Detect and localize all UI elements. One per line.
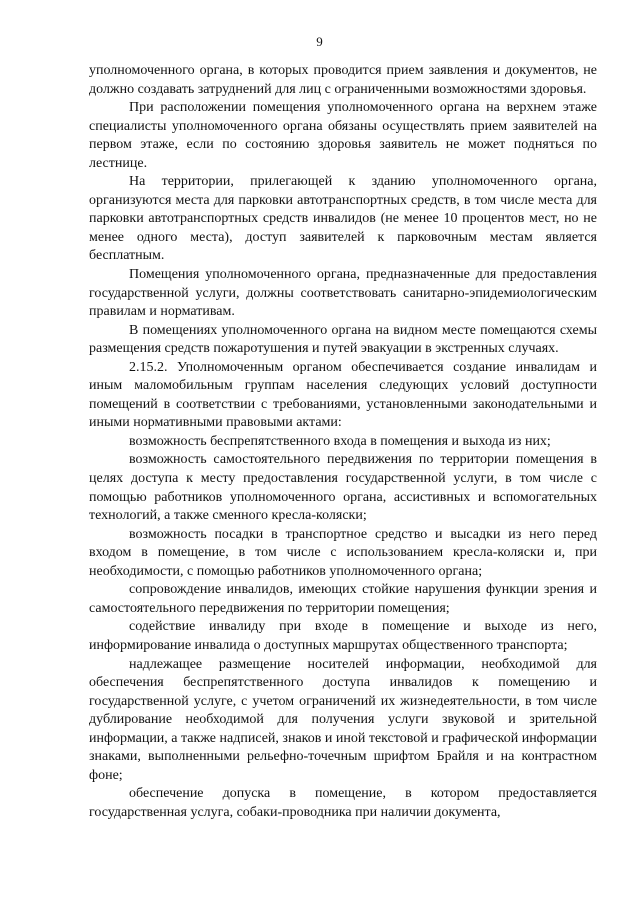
paragraph: На территории, прилегающей к зданию уполномоченного органа, организуются места для парковки автотранспортных средств, в том числе места для парковки автотранспортных средств инвалидов (не менее 10 процентов мест, но не менее одного места), доступ заявителей к парковочным местам является бесплатным. [89,174,597,264]
list-item: возможность посадки в транспортное средство и высадки из него перед входом в помещение, в том числе с использованием кресла-коляски и, при необходимости, с помощью работников уполномоченного органа; [89,526,597,579]
paragraph: Помещения уполномоченного органа, предназначенные для предоставления государственной услуги, должны соответствовать санитарно-эпидемиологическим правилам и нормативам. [89,267,597,320]
list-item: обеспечение допуска в помещение, в котором предоставляется государственная услуга, собаки-проводника при наличии документа, [89,786,597,820]
list-item: возможность беспрепятственного входа в помещения и выхода из них; [129,433,551,449]
page-number: 9 [316,34,323,49]
paragraph: 2.15.2. Уполномоченным органом обеспечивается создание инвалидам и иным маломобильным группам населения следующих условий доступности помещений в соответствии с требованиями, установленными законодательными и иными нормативными правовыми актами: [89,359,597,431]
paragraph: При расположении помещения уполномоченного органа на верхнем этаже специалисты уполномоченного органа обязаны осуществлять прием заявителей на первом этаже, если по состоянию здоровья заявитель не может подняться по лестнице. [89,100,597,171]
list-item: надлежащее размещение носителей информации, необходимой для обеспечения беспрепятственного доступа инвалидов к помещению и государственной услуге, с учетом ограничений их жизнедеятельности, в том числе дублирование необходимой для получения услуги звуковой и зрительной информации, а также надписей, знаков и иной текстовой и графической информации знаками, выполненными рельефно-точечным шрифтом Брайля и на контрастном фоне; [89,656,597,783]
paragraph: В помещениях уполномоченного органа на видном месте помещаются схемы размещения средств пожаротушения и путей эвакуации в экстренных случаях. [89,322,597,357]
document-body [89,62,597,822]
paragraph: уполномоченного органа, в которых проводится прием заявления и документов, не должно создавать затруднений для лиц с ограниченными возможностями здоровья. [89,63,597,97]
list-item: сопровождение инвалидов, имеющих стойкие нарушения функции зрения и самостоятельного передвижения по территории помещения; [89,582,597,616]
list-item: возможность самостоятельного передвижения по территории помещения в целях доступа к месту предоставления государственной услуги, в том числе с помощью работников уполномоченного органа, ассистивных и вспомогательных технологий, а также сменного кресла-коляски; [89,452,597,524]
list-item: содействие инвалиду при входе в помещение и выходе из него, информирование инвалида о доступных маршрутах общественного транспорта; [89,619,597,653]
